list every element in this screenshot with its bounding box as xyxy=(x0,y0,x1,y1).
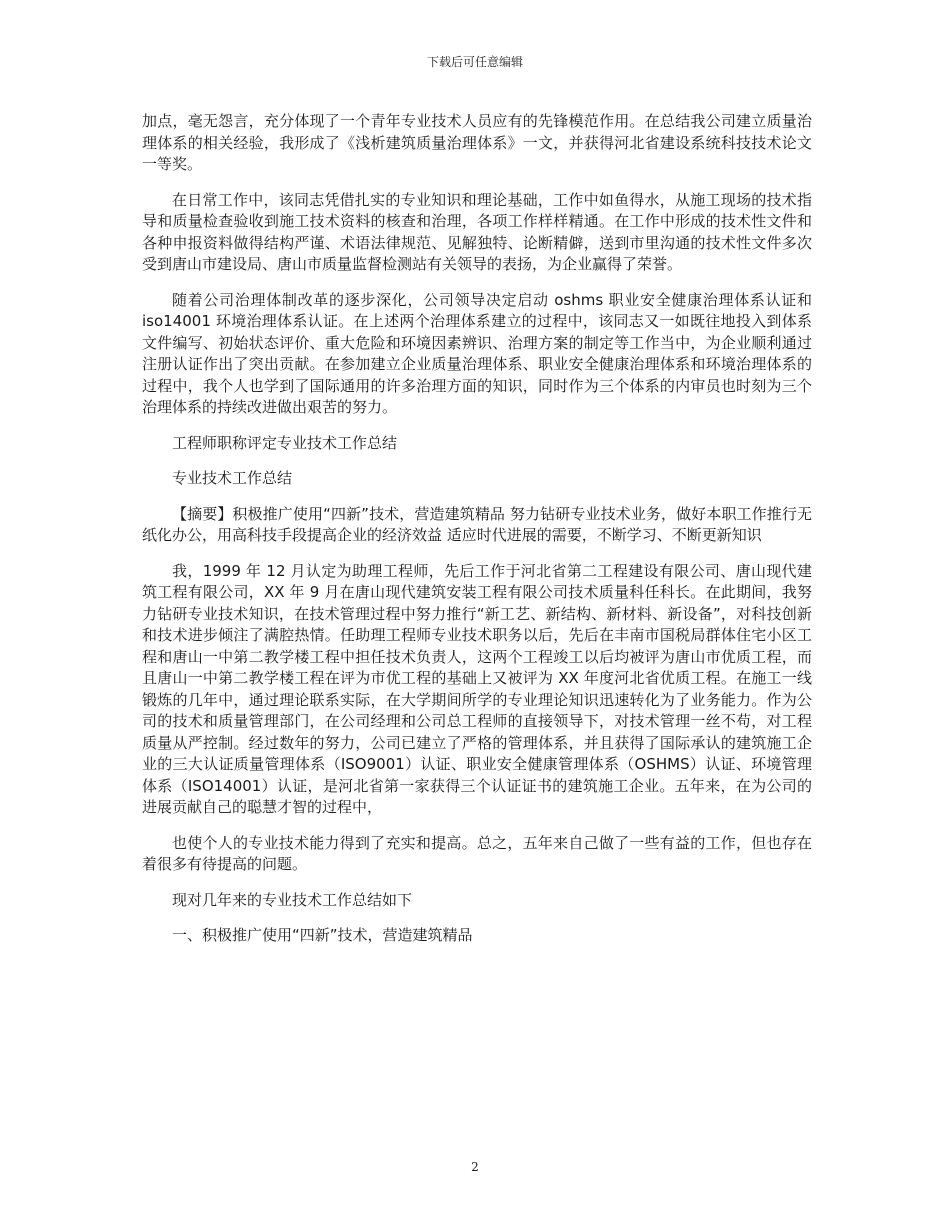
subsection-title: 专业技术工作总结 xyxy=(172,469,293,487)
document-body xyxy=(142,111,812,961)
page-number: 2 xyxy=(471,1160,479,1174)
abstract-paragraph: 【摘要】积极推广使用“四新”技术，营造建筑精品 努力钻研专业技术业务，做好本职工作推行无纸化办公，用高科技手段提高企业的经济效益 适应时代进展的需要，不断学习、不断更新知识 xyxy=(142,504,812,544)
paragraph-8: 也使个人的专业技术能力得到了充实和提高。总之，五年来自己做了一些有益的工作，但也存在着很多有待提高的问题。 xyxy=(142,833,812,873)
section-title: 工程师职称评定专业技术工作总结 xyxy=(172,433,398,452)
paragraph-9: 现对几年来的专业技术工作总结如下 xyxy=(172,890,413,909)
paragraph-1: 加点，毫无怨言，充分体现了一个青年专业技术人员应有的先锋模范作用。在总结我公司建立质量治理体系的相关经验，我形成了《浅析建筑质量治理体系》一文，并获得河北省建设系统科技技术论文一等奖。 xyxy=(142,112,812,173)
page-header: 下载后可任意编辑 xyxy=(426,55,523,69)
heading-section-1: 一、积极推广使用“四新”技术，营造建筑精品 xyxy=(172,926,473,944)
paragraph-3: 随着公司治理体制改革的逐步深化，公司领导决定启动 oshms 职业安全健康治理体系认证和 iso14001 环境治理体系认证。在上述两个治理体系建立的过程中，该同志又一如既往地投入到体系文件编写、初始状态评价、重大危险和环境因素辨识、治理方案的制定等工作当中，为企业顺利通过注册认证作出了突出贡献。在参加建立企业质量治理体系、职业安全健康治理体系和环境治理体系的过程中，我个人也学到了国际通用的许多治理方面的知识，同时作为三个体系的内审员也时刻为三个治理体系的持续改进做出艰苦的努力。 xyxy=(142,290,812,416)
paragraph-2: 在日常工作中，该同志凭借扎实的专业知识和理论基础，工作中如鱼得水，从施工现场的技术指导和质量检查验收到施工技术资料的核查和治理，各项工作样样精通。在工作中形成的技术性文件和各种申报资料做得结构严谨、术语法律规范、见解独特、论断精僻，送到市里沟通的技术性文件多次受到唐山市建设局、唐山市质量监督检测站有关领导的表扬，为企业赢得了荣誉。 xyxy=(142,190,812,273)
paragraph-7: 我，1999 年 12 月认定为助理工程师，先后工作于河北省第二工程建设有限公司、唐山现代建筑工程有限公司，XX 年 9 月在唐山现代建筑安装工程有限公司技术质量科任科长。在此期间，我努力钻研专业技术知识，在技术管理过程中努力推行“新工艺、新结构、新材料、新设备”，对科技创新和技术进步倾注了满腔热情。任助理工程师专业技术职务以后，先后在丰南市国税局群体住宅小区工程和唐山一中第二教学楼工程中担任技术负责人，这两个工程竣工以后均被评为唐山市优质工程，而且唐山一中第二教学楼工程在评为市优工程的基础上又被评为 XX 年度河北省优质工程。在施工一线锻炼的几年中，通过理论联系实际，在大学期间所学的专业理论知识迅速转化为了业务能力。作为公司的技术和质量管理部门，在公司经理和公司总工程师的直接领导下，对技术管理一丝不苟，对工程质量从严控制。经过数年的努力，公司已建立了严格的管理体系，并且获得了国际承认的建筑施工企业的三大认证质量管理体系（ISO9001）认证、职业安全健康管理体系（OSHMS）认证、环境管理体系（ISO14001）认证，是河北省第一家获得三个认证证书的建筑施工企业。五年来，在为公司的进展贡献自己的聪慧才智的过程中， xyxy=(142,561,812,816)
